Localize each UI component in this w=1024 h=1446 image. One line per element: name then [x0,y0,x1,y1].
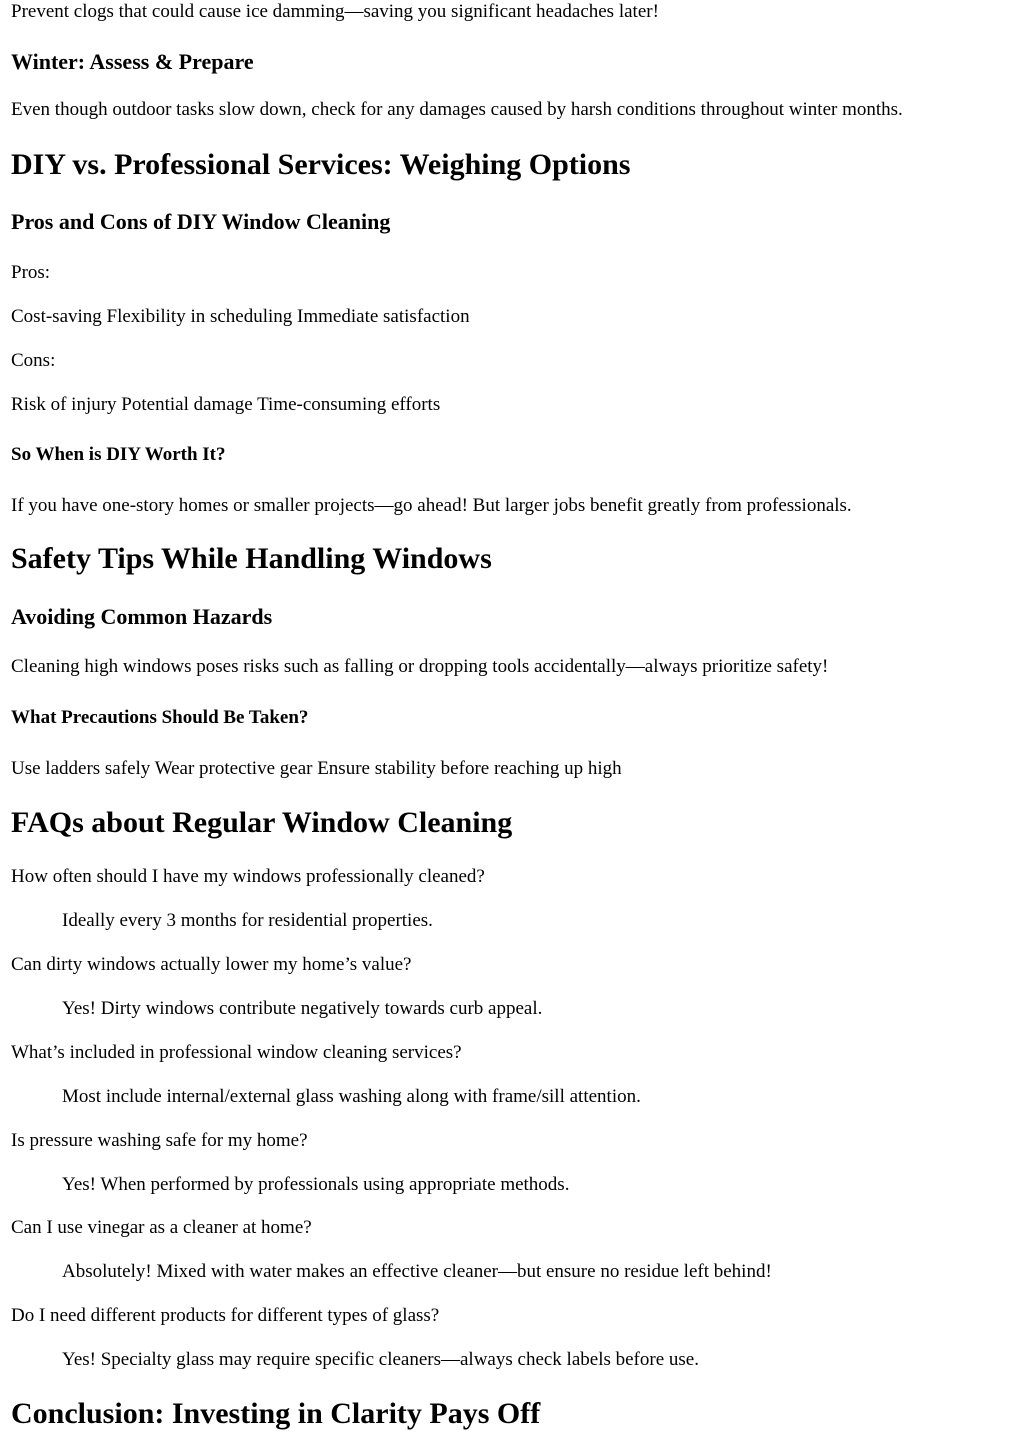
safety-heading: Safety Tips While Handling Windows [11,542,492,575]
conclusion-heading: Conclusion: Investing in Clarity Pays Off [11,1397,541,1430]
pros-list: Cost-saving Flexibility in scheduling Immediate satisfaction [11,306,470,327]
hazards-heading: Avoiding Common Hazards [11,604,273,629]
faq-question: Is pressure washing safe for my home? [11,1130,308,1151]
faq-answer: Yes! Specialty glass may require specific cleaners—always check labels before use. [62,1349,699,1370]
faq-answer: Yes! Dirty windows contribute negatively towards curb appeal. [62,998,543,1019]
cons-label: Cons: [11,350,56,371]
faq-question: Do I need different products for different types of glass? [11,1305,440,1326]
faq-answer: Absolutely! Mixed with water makes an effective cleaner—but ensure no residue left behind! [62,1261,772,1282]
faq-answer: Most include internal/external glass washing along with frame/sill attention. [62,1086,641,1107]
diy-heading: DIY vs. Professional Services: Weighing Options [11,148,631,181]
pros-label: Pros: [11,262,51,283]
faq-heading: FAQs about Regular Window Cleaning [11,806,513,839]
intro-paragraph: Prevent clogs that could cause ice damming—saving you significant headaches later! [11,1,659,22]
hazards-paragraph: Cleaning high windows poses risks such as falling or dropping tools accidentally—always prioritize safety! [11,656,829,677]
diy-worth-heading: So When is DIY Worth It? [11,444,226,465]
faq-question: What’s included in professional window cleaning services? [11,1042,462,1063]
faq-question: Can dirty windows actually lower my home’s value? [11,954,412,975]
faq-question: Can I use vinegar as a cleaner at home? [11,1217,312,1238]
faq-answer: Ideally every 3 months for residential properties. [62,910,433,931]
faq-question: How often should I have my windows professionally cleaned? [11,866,485,887]
precautions-list: Use ladders safely Wear protective gear Ensure stability before reaching up high [11,758,622,779]
winter-heading: Winter: Assess & Prepare [11,49,254,74]
precautions-heading: What Precautions Should Be Taken? [11,707,309,728]
diy-worth-paragraph: If you have one-story homes or smaller projects—go ahead! But larger jobs benefit greatly from professionals. [11,495,852,516]
faq-answer: Yes! When performed by professionals using appropriate methods. [62,1174,570,1195]
pros-cons-heading: Pros and Cons of DIY Window Cleaning [11,209,391,234]
cons-list: Risk of injury Potential damage Time-consuming efforts [11,394,441,415]
winter-paragraph: Even though outdoor tasks slow down, check for any damages caused by harsh conditions throughout winter months. [11,99,903,120]
